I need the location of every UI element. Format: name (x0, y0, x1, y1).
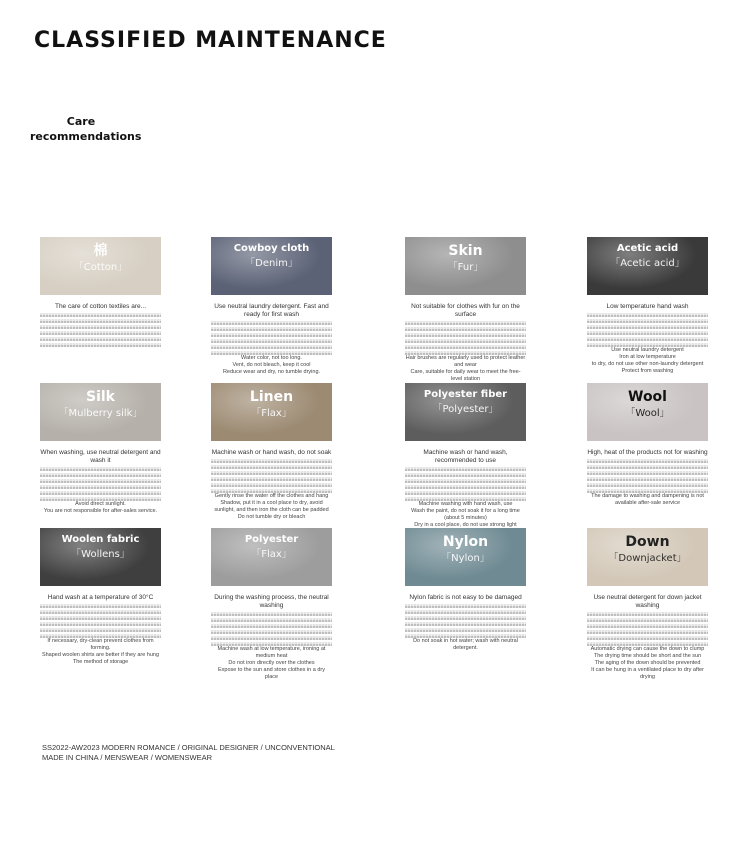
care-note: Avoid direct sunlight. (75, 501, 126, 507)
blurred-text-block (405, 321, 526, 355)
care-note: During the washing process, the neutral washing (214, 594, 329, 609)
fabric-name: Polyester (244, 534, 299, 545)
care-notes (405, 303, 526, 383)
care-note: The method of storage (72, 659, 129, 665)
care-note: The aging of the down should be prevented (594, 660, 701, 666)
fabric-subtitle: 「Nylon」 (441, 553, 490, 565)
fabric-name: Skin (448, 243, 483, 259)
care-note: Wash the paint, do not soak it for a long time (about 5 minutes) (411, 508, 520, 521)
fabric-card (405, 237, 526, 383)
fabric-swatch (40, 383, 161, 441)
care-notes (211, 303, 332, 376)
blurred-text-block (405, 604, 526, 638)
care-note: Do not soak in hot water; wash with neutral detergent. (413, 638, 518, 651)
care-notes (211, 594, 332, 681)
care-notes (587, 594, 708, 681)
care-note: Low temperature hand wash (606, 303, 689, 310)
fabric-subtitle: 「Flax」 (251, 548, 292, 560)
care-note: Reduce wear and dry, no tumble drying. (222, 369, 321, 375)
fabric-name: Down (625, 534, 670, 550)
blurred-text-block (211, 459, 332, 493)
care-note: Iron at low temperature (619, 354, 676, 360)
care-note: Water color, not too long. (241, 355, 302, 361)
care-note: Use neutral detergent for down jacket washing (593, 594, 702, 609)
care-note: to dry, do not use other non-laundry detergent (591, 361, 704, 367)
blurred-text-block (40, 313, 161, 347)
fabric-name: Nylon (442, 534, 489, 550)
care-note: Do not tumble dry or bleach (237, 514, 306, 520)
blurred-text-block (211, 321, 332, 355)
fabric-subtitle: 「Wool」 (625, 408, 670, 420)
care-notes (40, 594, 161, 666)
care-note: Protect from washing (621, 368, 674, 374)
fabric-card (587, 383, 708, 507)
care-note: The care of cotton textiles are... (54, 303, 147, 310)
fabric-swatch (405, 383, 526, 441)
care-note: Gently rinse the water off the clothes and hang (214, 493, 329, 499)
care-note: Use neutral laundry detergent. Fast and ready for first wash (214, 303, 329, 318)
blurred-text-block (587, 459, 708, 493)
care-note: Do not iron directly over the clothes (228, 660, 315, 666)
fabric-swatch (405, 528, 526, 586)
care-note: Shaped woolen shirts are better if they are hung (41, 652, 160, 658)
care-note: Machine washing with hand wash, use (418, 501, 513, 507)
fabric-name: Wool (628, 389, 667, 405)
fabric-swatch (405, 237, 526, 295)
blurred-text-block (211, 612, 332, 646)
section-subtitle: Care recommendations (30, 115, 142, 143)
care-note: If necessary, dry-clean prevent clothes from forming. (47, 638, 154, 651)
care-note: Hair brushes are regularly used to protect leather and wear (405, 355, 526, 368)
blurred-text-block (587, 313, 708, 347)
footer-line-1: SS2022-AW2023 MODERN ROMANCE / ORIGINAL DESIGNER / UNCONVENTIONAL (42, 743, 335, 752)
fabric-swatch (211, 383, 332, 441)
fabric-subtitle: 「Polyester」 (432, 403, 499, 415)
care-note: Care, suitable for daily wear to meet the free-level station (410, 369, 521, 382)
care-note: Not suitable for clothes with fur on the surface (411, 303, 520, 318)
page-title: CLASSIFIED MAINTENANCE (34, 28, 387, 53)
fabric-subtitle: 「Wollens」 (71, 548, 130, 560)
fabric-swatch (211, 528, 332, 586)
care-note: Use neutral laundry detergent (611, 347, 684, 353)
footer-line-2: MADE IN CHINA / MENSWEAR / WOMENSWEAR (42, 753, 213, 762)
fabric-swatch (40, 237, 161, 295)
care-note: Hand wash at a temperature of 30°C (47, 594, 154, 601)
fabric-name: Silk (86, 389, 115, 405)
blurred-text-block (40, 604, 161, 638)
care-notes (40, 303, 161, 347)
care-note: Machine wash at low temperature, ironing at medium heat (217, 646, 326, 659)
footer (42, 743, 335, 763)
care-note: Shadow, put it in a cool place to dry, avoid sunlight, and then iron the cloth can be padded (214, 500, 329, 513)
care-note: High, heat of the products not for washing (587, 449, 708, 456)
fabric-swatch (587, 383, 708, 441)
fabric-swatch (211, 237, 332, 295)
fabric-subtitle: 「Flax」 (251, 408, 292, 420)
care-note: Machine wash or hand wash, recommended to use (423, 449, 508, 464)
care-note: Automatic drying can cause the down to clump (590, 646, 705, 652)
care-note: Machine wash or hand wash, do not soak (211, 449, 332, 456)
care-notes (587, 449, 708, 507)
fabric-swatch (40, 528, 161, 586)
fabric-name: Linen (249, 389, 294, 405)
care-notes (211, 449, 332, 521)
care-notes (40, 449, 161, 515)
fabric-card (211, 237, 332, 376)
care-notes (405, 594, 526, 652)
fabric-card (40, 383, 161, 515)
blurred-text-block (405, 467, 526, 501)
care-notes (587, 303, 708, 375)
care-note: The damage to washing and dampening is not available after-sale service (591, 493, 704, 506)
blurred-text-block (40, 467, 161, 501)
fabric-swatch (587, 528, 708, 586)
fabric-card (587, 528, 708, 681)
fabric-card (211, 528, 332, 681)
care-note: When washing, use neutral detergent and wash it (40, 449, 161, 464)
fabric-subtitle: 「Denim」 (245, 257, 298, 269)
fabric-card (40, 528, 161, 666)
fabric-swatch (587, 237, 708, 295)
fabric-subtitle: 「Cotton」 (73, 262, 128, 274)
fabric-card (405, 383, 526, 536)
care-note: The drying time should be short and the sun (593, 653, 702, 659)
fabric-name: Cowboy cloth (233, 243, 310, 254)
fabric-card (405, 528, 526, 652)
care-note: Expose to the sun and store clothes in a dry place (217, 667, 325, 680)
fabric-subtitle: 「Mulberry silk」 (58, 408, 143, 420)
fabric-name: Acetic acid (616, 243, 679, 254)
care-notes (405, 449, 526, 536)
fabric-card (211, 383, 332, 521)
care-note: You are not responsible for after-sales service. (43, 508, 158, 514)
fabric-subtitle: 「Downjacket」 (608, 553, 687, 565)
care-note: It can be hung in a ventilated place to dry after drying (591, 667, 704, 680)
fabric-name: Polyester fiber (423, 389, 508, 400)
fabric-subtitle: 「Fur」 (447, 262, 484, 274)
care-note: Nylon fabric is not easy to be damaged (409, 594, 522, 601)
fabric-card (587, 237, 708, 375)
blurred-text-block (587, 612, 708, 646)
fabric-card (40, 237, 161, 347)
fabric-name: 棉 (93, 243, 108, 259)
care-note: Vent, do not bleach, keep it cool (232, 362, 311, 368)
fabric-name: Woolen fabric (61, 534, 140, 545)
fabric-subtitle: 「Acetic acid」 (610, 257, 685, 269)
care-note: Dry in a cool place, do not use strong light (414, 522, 517, 528)
